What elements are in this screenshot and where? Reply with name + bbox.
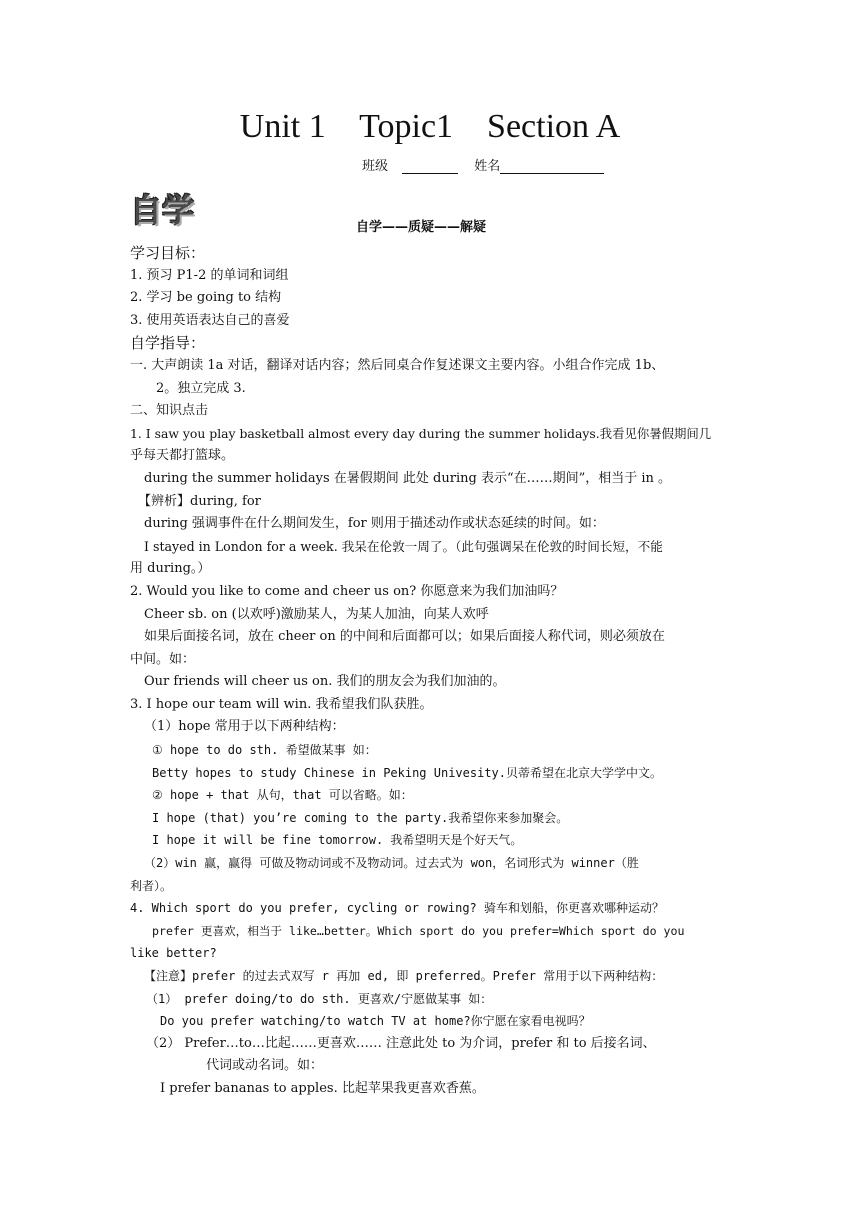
text-line: （2） Prefer…to…比起……更喜欢…… 注意此处 to 为介词，prefer 和 to 后接名词、 [146,1035,656,1051]
text-line: 如果后面接名词，放在 cheer on 的中间和后面都可以；如果后面接人称代词，则必须放在 [144,629,665,645]
text-line: （2）win 赢，赢得 可做及物动词或不及物动词。过去式为 won，名词形式为 winner（胜 [144,856,639,871]
text-line: prefer 更喜欢，相当于 like…better。Which sport do you prefer=Which sport do you [152,923,685,938]
text-line: 【注意】prefer 的过去式双写 r 再加 ed, 即 preferred。Prefer 常用于以下两种结构： [144,969,664,983]
text-line: I hope it will be fine tomorrow. 我希望明天是个好天气。 [152,833,523,848]
text-line: 3. I hope our team will win. 我希望我们队获胜。 [130,696,433,712]
text-line: 【辨析】during, for [138,493,261,509]
text-line: 1. I saw you play basketball almost every day during the summer holidays.我看见你暑假期间几 [130,425,712,441]
text-line: Do you prefer watching/to watch TV at home?你宁愿在家看电视吗？ [160,1014,591,1029]
text-line: during 强调事件在什么期间发生，for 则用于描述动作或状态延续的时间。如： [144,516,605,532]
text-line: Our friends will cheer us on. 我们的朋友会为我们加油的。 [144,674,506,690]
text-line: Betty hopes to study Chinese in Peking Univesity.贝蒂希望在北京大学学中文。 [152,765,663,780]
text-line: 利者）。 [130,878,173,893]
body-text [130,242,740,1101]
text-line: 二、知识点击 [130,403,209,419]
section-heading: 学习目标： [130,244,206,262]
text-line: （1） prefer doing/to do sth. 更喜欢/宁愿做某事 如： [146,991,493,1006]
class-label: 班级 [362,159,389,174]
text-line: 中间。如： [130,651,196,667]
text-line: ② hope + that 从句，that 可以省略。如： [152,788,413,803]
text-line: 3. 使用英语表达自己的喜爱 [130,312,290,328]
text-line: Cheer sb. on (以欢呼)激励某人，为某人加油，向某人欢呼 [144,606,489,622]
section-heading: 自学指导： [130,334,206,353]
class-name-line [362,155,604,174]
name-label: 姓名 [474,159,501,174]
text-line: 乎每天都打篮球。 [130,448,235,464]
class-blank [402,159,458,174]
text-line: 2。独立完成 3. [156,380,246,396]
text-line: I stayed in London for a week. 我呆在伦敦一周了。（此句强调呆在伦敦的时间长短，不能 [144,538,663,554]
text-line: I prefer bananas to apples. 比起苹果我更喜欢香蕉。 [160,1080,485,1096]
text-line: ① hope to do sth. 希望做某事 如： [152,743,377,758]
text-line: 4. Which sport do you prefer, cycling or rowing? 骑车和划船，你更喜欢哪种运动？ [130,901,665,916]
text-line: （1）hope 常用于以下两种结构： [144,719,345,735]
text-line: like better? [130,946,217,961]
text-line: during the summer holidays 在暑假期间 此处 during 表示“在……期间”，相当于 in 。 [144,470,672,486]
self-study-badge: 自学 [130,191,195,229]
text-line: 1. 预习 P1-2 的单词和词组 [130,267,289,283]
text-line: I hope (that) you’re coming to the party.我希望你来参加聚会。 [152,810,569,825]
text-line: 代词或动名词。如： [206,1058,324,1074]
text-line: 2. 学习 be going to 结构 [130,290,282,306]
subheading: 自学——质疑——解疑 [356,220,487,235]
name-blank [500,159,604,174]
page-title: Unit 1 Topic1 Section A [239,108,621,145]
text-line: 2. Would you like to come and cheer us on? 你愿意来为我们加油吗？ [130,583,564,599]
text-line: 用 during。） [130,561,211,577]
text-line: 一. 大声朗读 1a 对话，翻译对话内容；然后同桌合作复述课文主要内容。小组合作完成 1b、 [130,357,665,373]
